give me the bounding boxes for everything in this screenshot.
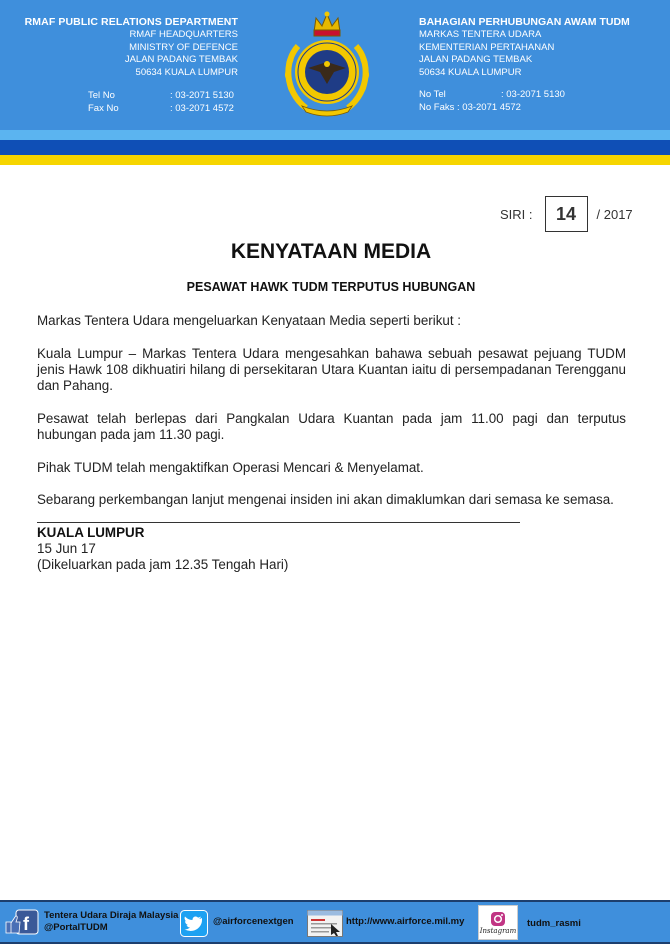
header-left-line: RMAF HEADQUARTERS	[129, 29, 238, 40]
serial-number	[500, 196, 633, 232]
facebook-link[interactable]	[44, 902, 178, 942]
letterhead-header	[0, 0, 670, 130]
header-right-department: BAHAGIAN PERHUBUNGAN AWAM TUDM	[419, 16, 630, 28]
header-left-contact	[88, 90, 234, 115]
document-subtitle: PESAWAT HAWK TUDM TERPUTUS HUBUNGAN	[186, 280, 476, 294]
header-left-department: RMAF PUBLIC RELATIONS DEPARTMENT	[24, 16, 238, 28]
rmaf-crest-icon	[276, 6, 378, 118]
dateline-date: 15 Jun 17	[37, 541, 96, 556]
instagram-icon[interactable]	[478, 905, 518, 940]
serial-label: SIRI :	[500, 206, 533, 222]
header-right-line: MARKAS TENTERA UDARA	[419, 29, 542, 40]
issued-time: (Dikeluarkan pada jam 12.35 Tengah Hari)	[37, 557, 289, 572]
website-url: http://www.airforce.mil.my	[346, 916, 465, 927]
header-band-dark	[0, 140, 670, 155]
paragraph: Sebarang perkembangan lanjut mengenai insiden ini akan dimaklumkan dari semasa ke semasa.	[37, 492, 614, 507]
header-right-address	[419, 16, 630, 79]
twitter-link[interactable]	[213, 902, 294, 942]
twitter-icon[interactable]	[180, 910, 208, 937]
header-band-light	[0, 130, 670, 140]
header-left-line: 50634 KUALA LUMPUR	[135, 66, 238, 78]
header-left-line: JALAN PADANG TEMBAK	[124, 54, 238, 65]
no-faks-value: : 03-2071 4572	[457, 101, 521, 113]
instagram-camera-icon	[490, 911, 506, 927]
instagram-logo-text: Instagram	[479, 926, 517, 935]
instagram-handle: tudm_rasmi	[527, 918, 581, 929]
facebook-icon[interactable]	[4, 908, 40, 936]
header-left-address	[25, 16, 238, 79]
paragraph: Kuala Lumpur – Markas Tentera Udara mengesahkan bahawa sebuah pesawat pejuang TUDM jenis Hawk 108 dikhuatiri hilang di persekitaran Utara Kuantan iaitu di persempadanan Terengganu dan Pahang.	[37, 346, 626, 393]
instagram-link[interactable]	[527, 904, 581, 944]
header-right-line: KEMENTERIAN PERTAHANAN	[419, 41, 555, 53]
no-tel-label: No Tel	[419, 89, 446, 100]
divider-line	[37, 522, 520, 523]
header-right-contact	[419, 89, 565, 114]
header-band-yellow	[0, 155, 670, 165]
serial-year: / 2017	[596, 206, 633, 222]
website-link[interactable]	[346, 902, 464, 942]
no-tel-value: : 03-2071 5130	[501, 89, 565, 100]
dateline-place: KUALA LUMPUR	[37, 525, 145, 540]
facebook-name: Tentera Udara Diraja Malaysia	[44, 910, 179, 921]
tel-value: : 03-2071 5130	[170, 90, 234, 101]
tel-label: Tel No	[88, 90, 115, 101]
twitter-handle: @airforcenextgen	[213, 916, 294, 927]
fax-value: : 03-2071 4572	[170, 102, 234, 114]
paragraph: Pihak TUDM telah mengaktifkan Operasi Mencari & Menyelamat.	[37, 460, 424, 475]
no-faks-label: No Faks	[419, 101, 455, 113]
header-right-line: JALAN PADANG TEMBAK	[419, 54, 533, 65]
website-icon[interactable]	[307, 910, 343, 937]
paragraph: Markas Tentera Udara mengeluarkan Kenyataan Media seperti berikut :	[37, 313, 462, 328]
paragraph: Pesawat telah berlepas dari Pangkalan Udara Kuantan pada jam 11.00 pagi dan terputus hubungan pada jam 11.30 pagi.	[37, 411, 626, 442]
document-title: KENYATAAN MEDIA	[230, 240, 432, 263]
header-left-line: MINISTRY OF DEFENCE	[129, 41, 238, 53]
facebook-handle: @PortalTUDM	[44, 922, 108, 933]
svg-text:f: f	[23, 914, 29, 934]
social-footer	[0, 900, 670, 944]
fax-label: Fax No	[88, 102, 119, 114]
header-right-line: 50634 KUALA LUMPUR	[419, 66, 522, 78]
serial-number-box: 14	[545, 196, 588, 232]
